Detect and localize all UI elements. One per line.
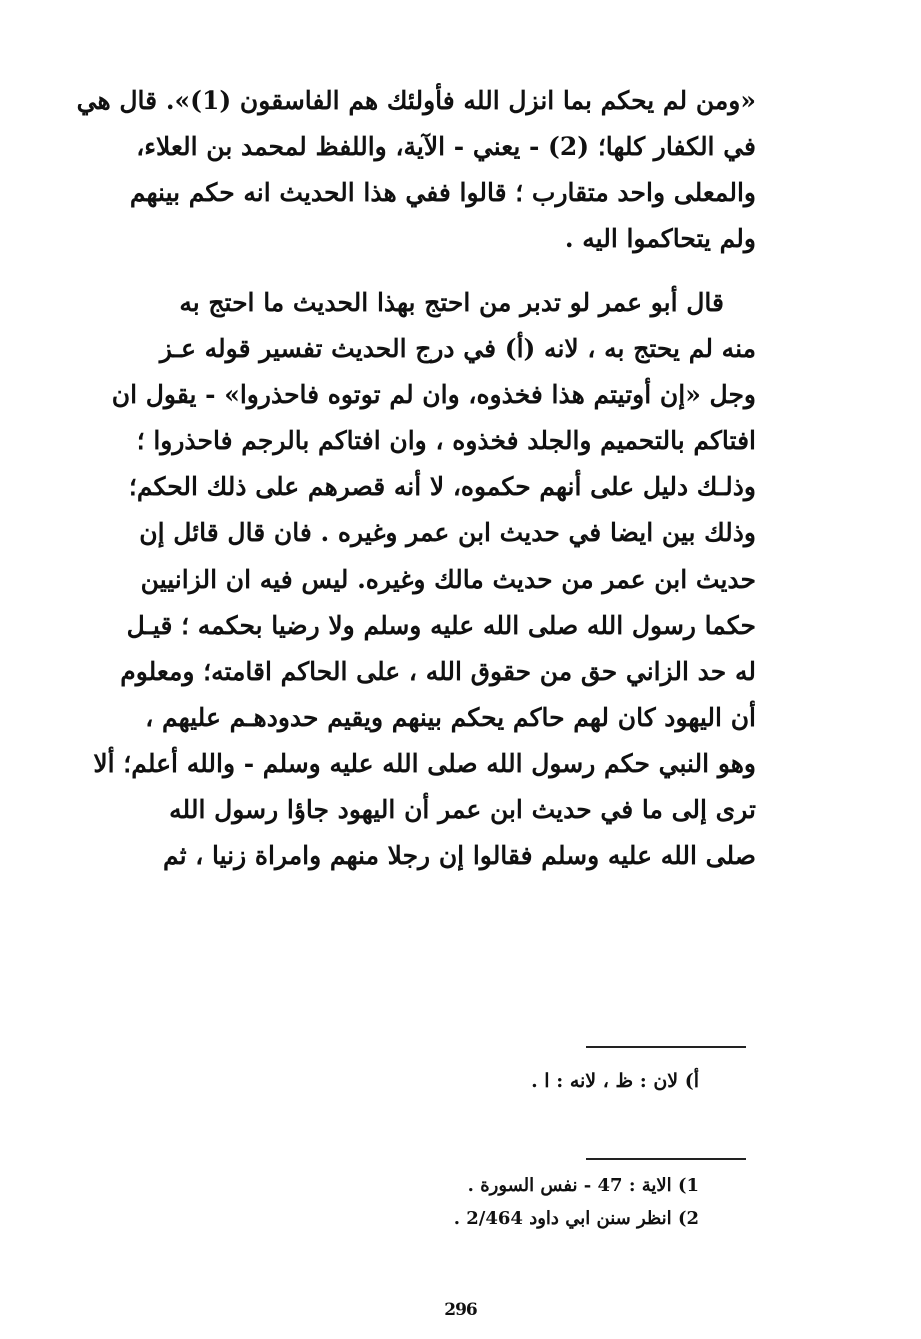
text-line: قال أبو عمر لو تدبر من احتج بهذا الحديث ما احتج به	[179, 288, 724, 317]
paragraph-2	[93, 280, 756, 879]
footnote-1: 1) الاية : 47 - نفس السورة .	[467, 1175, 699, 1196]
text-line: حديث ابن عمر من حديث مالك وغيره. ليس فيه ان الزانيين	[140, 564, 756, 594]
text-line: «ومن لم يحكم بما انزل الله فأولئك هم الفاسقون (1)». قال هي	[76, 86, 756, 115]
paragraph-1	[76, 78, 756, 262]
text-line: وذلـك دليل على أنهم حكموه، لا أنه قصرهم على ذلك الحكم؛	[128, 472, 756, 502]
text-line: وهو النبي حكم رسول الله صلى الله عليه وسلم - والله أعلم؛ ألا	[93, 748, 756, 778]
text-line: في الكفار كلها؛ (2) - يعني - الآية، واللفظ لمحمد بن العلاء،	[136, 132, 756, 161]
footnote-divider-numbered	[586, 1158, 746, 1160]
text-line: منه لم يحتج به ، لانه (أ) في درج الحديث تفسير قوله عـز	[159, 334, 756, 364]
text-line: وذلك بين ايضا في حديث ابن عمر وغيره . فان قال قائل إن	[139, 518, 756, 548]
footnote-2: 2) انظر سنن ابي داود 2/464 .	[453, 1208, 699, 1229]
text-line: له حد الزاني حق من حقوق الله ، على الحاكم اقامته؛ ومعلوم	[120, 656, 756, 686]
text-line: أن اليهود كان لهم حاكم يحكم بينهم ويقيم حدودهـم عليهم ،	[145, 702, 756, 732]
text-line: افتاكم بالتحميم والجلد فخذوه ، وان افتاكم بالرجم فاحذروا ؛	[136, 426, 756, 456]
text-line: ترى إلى ما في حديث ابن عمر أن اليهود جاؤا رسول الله	[169, 795, 756, 825]
text-line: والمعلى واحد متقارب ؛ قالوا ففي هذا الحديث انه حكم بينهم	[129, 178, 756, 207]
text-line: صلى الله عليه وسلم فقالوا إن رجلا منهم وامراة زنيا ، ثم	[162, 841, 756, 871]
footnote-a: أ) لان : ظ ، لانه : ا .	[531, 1070, 699, 1092]
footnote-divider-letter	[586, 1046, 746, 1048]
page-number: 296	[444, 1300, 477, 1320]
text-line: وجل «إن أوتيتم هذا فخذوه، وان لم توتوه فاحذروا» - يقول ان	[111, 380, 756, 410]
text-line: حكما رسول الله صلى الله عليه وسلم ولا رضيا بحكمه ؛ قيـل	[126, 610, 756, 640]
text-line: ولم يتحاكموا اليه .	[564, 224, 756, 253]
